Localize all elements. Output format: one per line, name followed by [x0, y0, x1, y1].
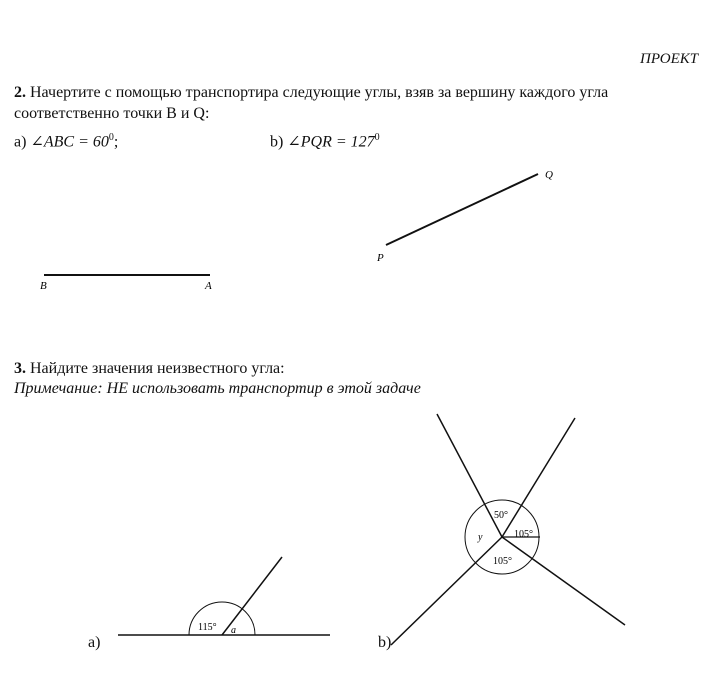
option-b-expression: ∠PQR = 127 [287, 133, 375, 151]
task2-number: 2. [14, 84, 26, 101]
figure-b-angle-105-right: 105° [514, 529, 533, 540]
option-a-tail: ; [113, 133, 119, 151]
figure-b [391, 414, 625, 645]
option-a-expression: ∠ABC = 60 [30, 133, 109, 151]
figure-b-angle-50: 50° [494, 510, 508, 521]
figure-a-angle-115: 115° [198, 622, 217, 633]
task3-note: Примечание: НЕ использовать транспортир в этой задаче [14, 380, 421, 397]
task3-number: 3. [14, 360, 26, 377]
figure-b-line-2 [502, 418, 575, 537]
ray-pq [386, 174, 538, 245]
figure-b-angle-105-bottom: 105° [493, 556, 512, 567]
option-b-degree: 0 [374, 132, 380, 143]
option-a-degree: 0 [108, 132, 114, 143]
task2-text-line1: Начертите с помощью транспортира следующие углы, взяв за вершину каждого угла [30, 84, 609, 101]
figure-a-label: a) [88, 634, 101, 651]
point-b-label: B [40, 280, 47, 292]
page-header: ПРОЕКТ [640, 51, 699, 67]
figure-b-label: b) [378, 634, 392, 651]
option-b-label: b) [270, 133, 284, 151]
figure-b-line-3 [391, 537, 502, 645]
figure-b-line-4 [502, 537, 625, 625]
task2-text-line2: соответственно точки B и Q: [14, 105, 210, 122]
figure-a-ray [222, 557, 282, 635]
figure-b-angle-y: y [478, 532, 483, 543]
figure-a-angle-a: a [231, 625, 236, 636]
point-a-label: A [205, 280, 212, 292]
point-q-label: Q [545, 169, 553, 181]
option-a-label: a) [14, 133, 27, 151]
figure-a [118, 557, 330, 636]
task3-text: Найдите значения неизвестного угла: [30, 360, 285, 377]
point-p-label: P [377, 252, 384, 264]
